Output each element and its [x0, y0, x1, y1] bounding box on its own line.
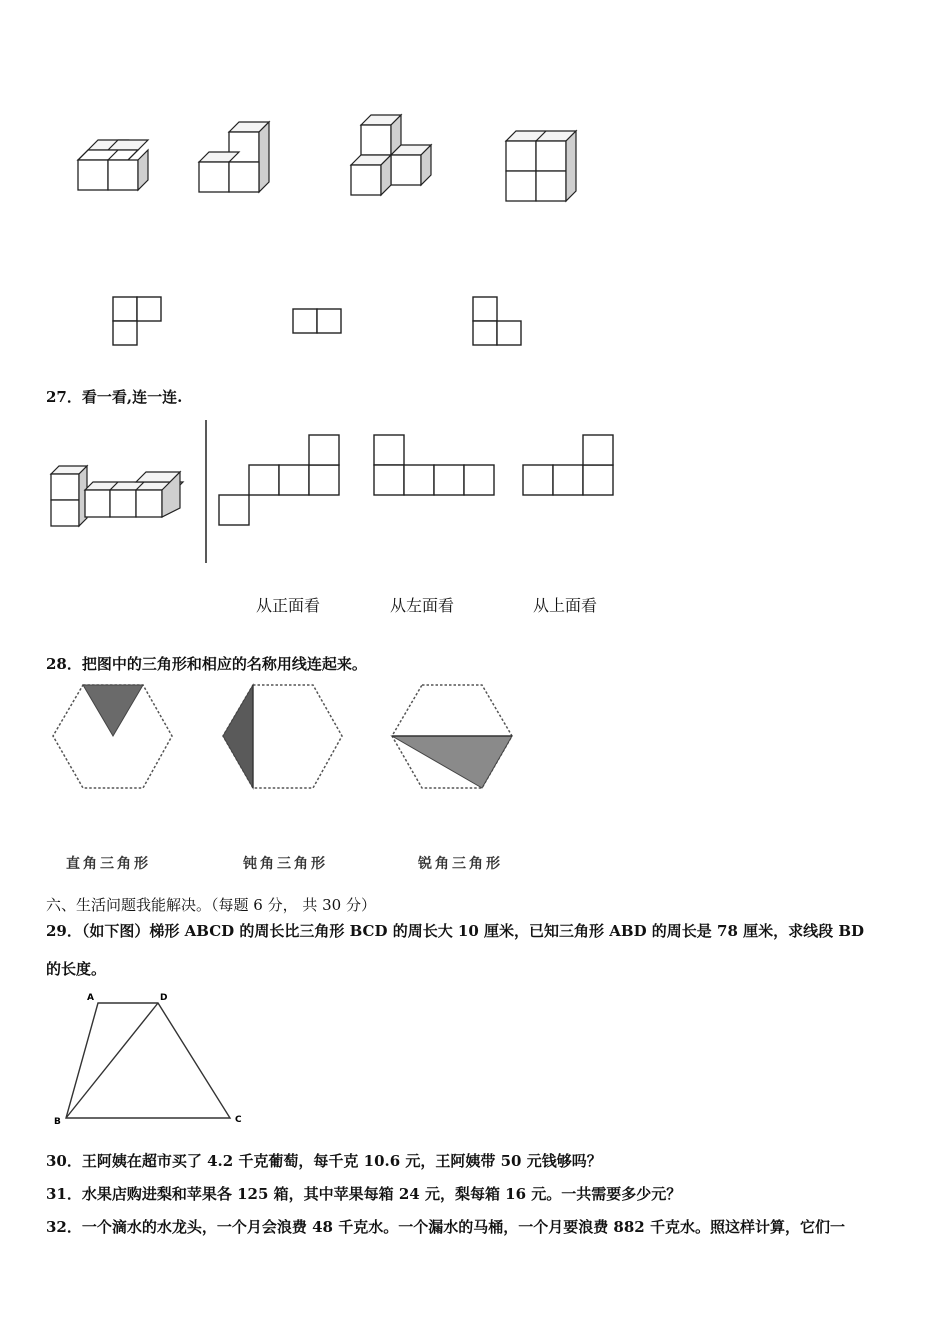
label-obtuse-triangle: 钝角三角形: [243, 856, 328, 872]
point-d: D: [160, 993, 168, 1003]
label-left-view: 从左面看: [390, 596, 455, 615]
q28-text: 28．把图中的三角形和相应的名称用线连起来。: [46, 655, 367, 673]
q29-line1: 29．（如下图）梯形 ABCD 的周长比三角形 BCD 的周长大 10 厘米，已知三角形 ABD 的周长是 78 厘米，求线段 BD: [46, 922, 865, 940]
section-title: 六、生活问题我能解决。（每题 6 分， 共 30 分）: [46, 896, 376, 914]
label-front-view: 从正面看: [256, 596, 321, 615]
q27-text: 27．看一看,连一连.: [46, 388, 183, 406]
label-top-view: 从上面看: [533, 596, 598, 615]
label-right-triangle: 直角三角形: [66, 856, 151, 872]
label-acute-triangle: 锐角三角形: [418, 856, 503, 872]
point-a: A: [87, 993, 94, 1003]
point-b: B: [54, 1117, 61, 1127]
point-c: C: [235, 1115, 242, 1125]
q29-line2: 的长度。: [46, 960, 107, 978]
q32-text: 32．一个滴水的水龙头，一个月会浪费 48 千克水。一个漏水的马桶，一个月要浪费 882 千克水。照这样计算，它们一: [46, 1218, 845, 1236]
q31-text: 31．水果店购进梨和苹果各 125 箱，其中苹果每箱 24 元，梨每箱 16 元。一共需要多少元？: [46, 1185, 682, 1203]
q30-text: 30．王阿姨在超市买了 4.2 千克葡萄，每千克 10.6 元，王阿姨带 50 元钱够吗？: [46, 1152, 602, 1170]
